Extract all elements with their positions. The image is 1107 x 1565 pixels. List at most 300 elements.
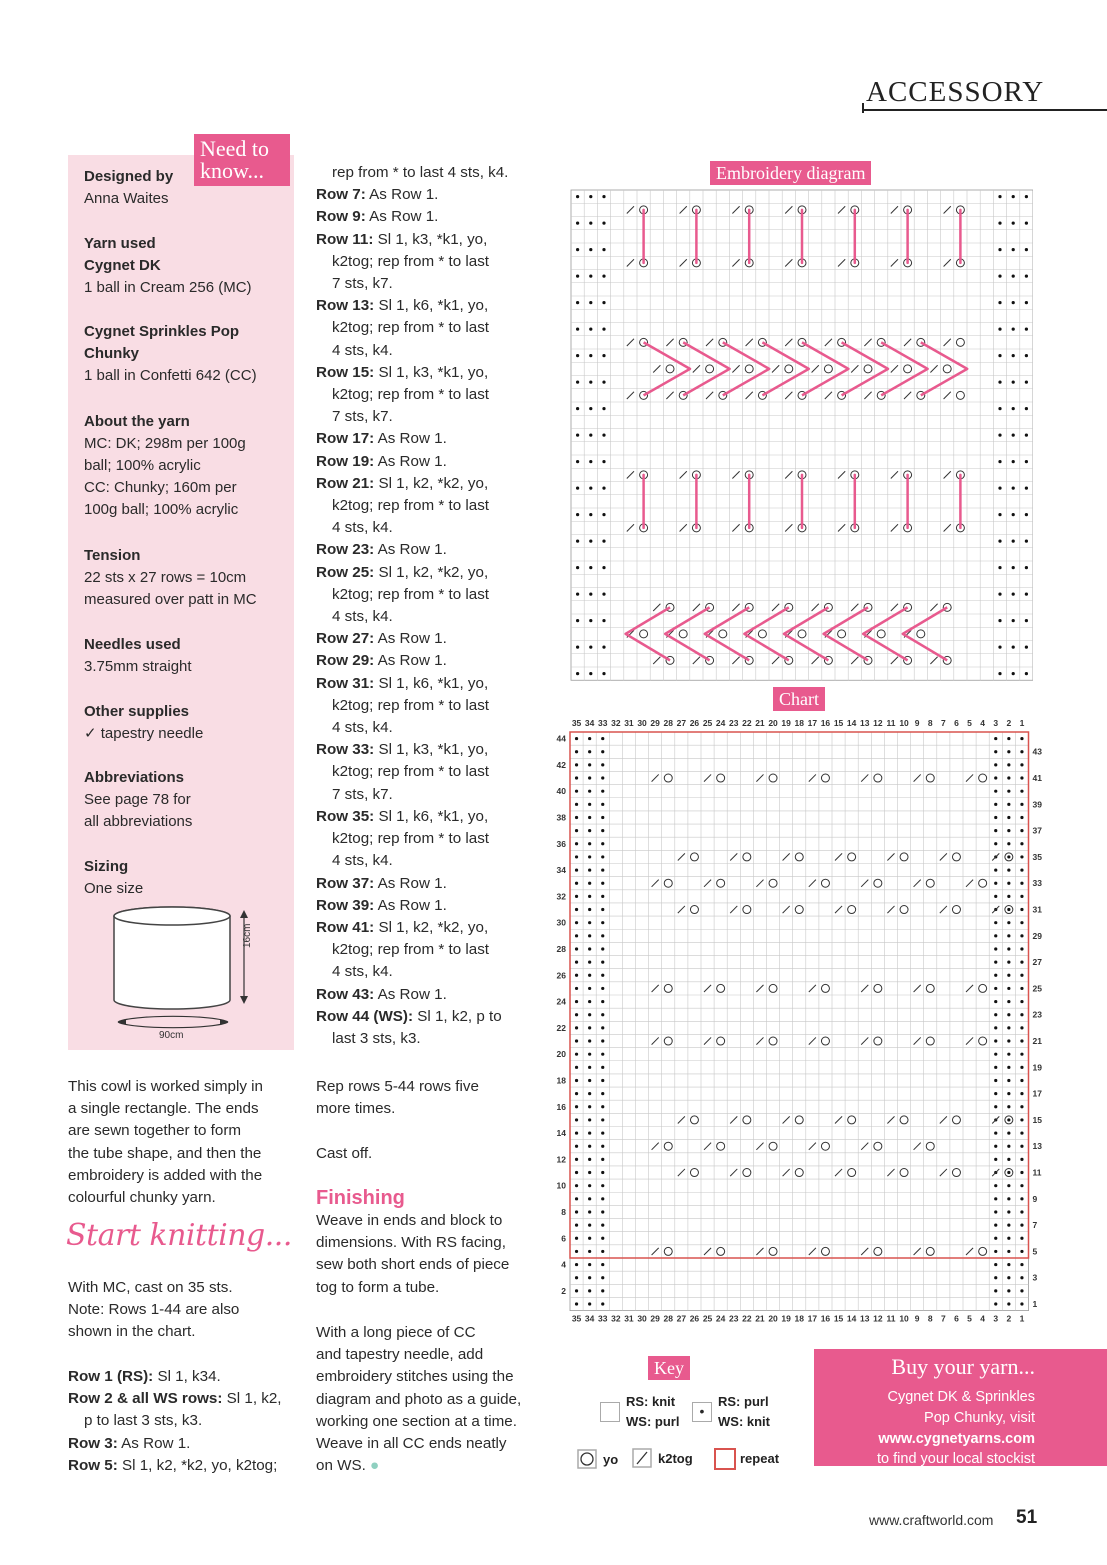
col-number: 22 bbox=[742, 1313, 752, 1324]
pattern-row bbox=[316, 650, 546, 672]
purl-dot bbox=[575, 1171, 578, 1174]
purl-dot bbox=[601, 1237, 604, 1240]
pattern-rows-col1 bbox=[68, 1366, 308, 1477]
intro-line: are sewn together to form bbox=[68, 1122, 242, 1140]
row-number: 21 bbox=[1032, 1036, 1042, 1047]
col-number: 27 bbox=[676, 718, 687, 728]
purl-dot bbox=[601, 855, 604, 858]
abbr-line: all abbreviations bbox=[84, 813, 193, 830]
row-label: Row 41: bbox=[316, 918, 375, 936]
row-number: 42 bbox=[556, 759, 566, 770]
purl-dot bbox=[1007, 1105, 1010, 1108]
purl-dot bbox=[602, 222, 605, 225]
purl-dot bbox=[998, 275, 1001, 278]
purl-dot bbox=[601, 987, 604, 990]
purl-dot bbox=[994, 895, 997, 898]
purl-dot bbox=[589, 434, 592, 437]
pattern-row bbox=[316, 317, 546, 339]
purl-dot bbox=[588, 1184, 591, 1187]
col-number: 19 bbox=[781, 1313, 791, 1324]
purl-dot bbox=[1020, 750, 1023, 753]
purl-dot bbox=[1020, 961, 1023, 964]
purl-dot bbox=[602, 275, 605, 278]
row-text: Sl 1, k6, *k1, yo, bbox=[374, 297, 489, 315]
purl-dot bbox=[601, 1013, 604, 1016]
row-text: As Row 1. bbox=[365, 208, 439, 226]
pattern-row bbox=[316, 784, 546, 806]
col-number: 31 bbox=[624, 718, 634, 728]
col-number: 12 bbox=[873, 718, 883, 728]
supplies-value: ✓ tapestry needle bbox=[84, 725, 204, 742]
purl-dot bbox=[588, 1000, 591, 1003]
row-text: k2tog; rep from * to last bbox=[332, 763, 490, 781]
purl-dot bbox=[1012, 248, 1015, 251]
col-number: 26 bbox=[689, 1313, 700, 1324]
rep-line: more times. bbox=[316, 1100, 396, 1118]
purl-dot bbox=[1012, 513, 1015, 516]
purl-dot bbox=[602, 487, 605, 490]
supplies-label: Other supplies bbox=[84, 703, 190, 720]
purl-dot bbox=[589, 646, 592, 649]
row-number: 8 bbox=[561, 1206, 566, 1217]
row-number: 5 bbox=[1032, 1246, 1038, 1257]
purl-dot bbox=[1007, 1210, 1010, 1213]
embroidery-line: diagram and photo as a guide, bbox=[316, 1390, 522, 1408]
purl-dot bbox=[575, 895, 578, 898]
abbr-label: Abbreviations bbox=[84, 769, 185, 786]
row-label: Row 5: bbox=[68, 1456, 118, 1474]
pattern-row bbox=[68, 1388, 308, 1410]
embroidery-line: embroidery stitches using the bbox=[316, 1368, 514, 1386]
row-text: k2tog; rep from * to last bbox=[332, 252, 490, 270]
about-yarn-block bbox=[84, 411, 284, 521]
embroidery-text bbox=[316, 1322, 546, 1477]
key-k2tog: k2tog bbox=[658, 1451, 693, 1466]
purl-dot bbox=[1020, 1131, 1023, 1134]
pattern-row bbox=[316, 850, 546, 872]
purl-dot bbox=[994, 1092, 997, 1095]
col-number: 23 bbox=[729, 1313, 739, 1324]
purl-dot bbox=[589, 381, 592, 384]
pattern-row bbox=[316, 251, 546, 273]
purl-dot bbox=[1012, 593, 1015, 596]
purl-dot bbox=[1007, 1289, 1010, 1292]
row-text: Sl 1, k2, *k2, yo, k2tog; bbox=[117, 1456, 278, 1474]
tension-line: measured over patt in MC bbox=[84, 591, 257, 608]
row-number: 15 bbox=[1032, 1114, 1042, 1125]
purl-dot bbox=[1012, 619, 1015, 622]
row-number: 28 bbox=[556, 943, 566, 954]
purl-dot bbox=[1012, 434, 1015, 437]
purl-dot bbox=[1007, 947, 1010, 950]
start-knitting-heading: Start knitting... bbox=[66, 1218, 292, 1253]
purl-dot bbox=[588, 737, 591, 740]
row-text: 4 sts, k4. bbox=[332, 852, 393, 870]
purl-dot bbox=[588, 776, 591, 779]
purl-dot bbox=[575, 1092, 578, 1095]
header-rule bbox=[862, 109, 1107, 111]
header-rule-tick bbox=[862, 103, 864, 113]
purl-dot bbox=[1012, 487, 1015, 490]
purl-dot bbox=[994, 1039, 997, 1042]
cowl-size-diagram bbox=[100, 900, 270, 1045]
purl-dot bbox=[1007, 895, 1010, 898]
section-title: ACCESSORY bbox=[866, 76, 1045, 108]
row-label: Row 9: bbox=[316, 208, 366, 226]
repeat-symbol bbox=[714, 1448, 736, 1470]
col-number: 23 bbox=[729, 718, 739, 728]
col-number: 24 bbox=[715, 718, 726, 728]
col-number: 8 bbox=[927, 718, 933, 728]
row-number: 18 bbox=[556, 1075, 566, 1086]
key-ws-knit: WS: knit bbox=[718, 1414, 770, 1429]
purl-dot bbox=[1012, 381, 1015, 384]
pattern-row bbox=[68, 1366, 308, 1388]
purl-dot bbox=[1025, 672, 1028, 675]
purl-dot bbox=[602, 248, 605, 251]
row-number: 17 bbox=[1032, 1088, 1042, 1099]
col-number: 6 bbox=[954, 1313, 959, 1324]
key-rs-purl: RS: purl bbox=[718, 1394, 769, 1409]
row-label: Row 2 & all WS rows: bbox=[68, 1390, 223, 1408]
embroidery-line: on WS. bbox=[316, 1457, 366, 1475]
finishing-line: dimensions. With RS facing, bbox=[316, 1234, 506, 1252]
purl-dot bbox=[601, 1131, 604, 1134]
row-number: 2 bbox=[561, 1285, 566, 1296]
purl-dot bbox=[1007, 776, 1010, 779]
col-number: 7 bbox=[940, 718, 946, 728]
purl-dot bbox=[1025, 566, 1028, 569]
col-number: 10 bbox=[899, 1313, 909, 1324]
footer-url: www.craftworld.com bbox=[869, 1512, 994, 1528]
purl-dot bbox=[1020, 908, 1023, 911]
purl-dot bbox=[1020, 921, 1023, 924]
purl-dot bbox=[601, 1289, 604, 1292]
purl-dot bbox=[994, 1289, 997, 1292]
purl-dot bbox=[588, 1263, 591, 1266]
cast-line: Note: Rows 1-44 are also bbox=[68, 1301, 240, 1319]
row-text: As Row 1. bbox=[374, 630, 447, 648]
row-text: p to last 3 sts, k3. bbox=[84, 1412, 203, 1430]
col-number: 20 bbox=[768, 1313, 778, 1324]
knitting-chart bbox=[548, 710, 1048, 1328]
purl-dot bbox=[1007, 868, 1010, 871]
col-number: 35 bbox=[571, 1313, 582, 1324]
purl-dot bbox=[1007, 855, 1010, 858]
purl-dot bbox=[588, 1013, 591, 1016]
purl-dot bbox=[1025, 301, 1028, 304]
purl-dot bbox=[601, 868, 604, 871]
purl-dot bbox=[588, 1276, 591, 1279]
row-label: Row 33: bbox=[316, 741, 375, 759]
col-number: 7 bbox=[940, 1313, 946, 1324]
col-number: 14 bbox=[846, 1313, 857, 1324]
purl-dot bbox=[1020, 882, 1023, 885]
pattern-row bbox=[316, 895, 546, 917]
col-number: 31 bbox=[624, 1313, 634, 1324]
purl-dot bbox=[1020, 974, 1023, 977]
row-text: rep from * to last 4 sts, k4. bbox=[332, 164, 509, 181]
pattern-row bbox=[316, 206, 546, 228]
col-number: 33 bbox=[598, 718, 608, 728]
row-text: 4 sts, k4. bbox=[332, 341, 393, 359]
purl-dot bbox=[602, 354, 605, 357]
purl-dot bbox=[1012, 540, 1015, 543]
row-text: 4 sts, k4. bbox=[332, 519, 393, 537]
purl-dot bbox=[1020, 829, 1023, 832]
chart-title: Chart bbox=[773, 687, 825, 711]
row-text: 7 sts, k7. bbox=[332, 275, 393, 293]
purl-dot bbox=[576, 328, 579, 331]
purl-dot bbox=[998, 513, 1001, 516]
purl-dot bbox=[1012, 672, 1015, 675]
purl-dot bbox=[602, 301, 605, 304]
col-number: 11 bbox=[886, 718, 896, 728]
about-line: CC: Chunky; 160m per bbox=[84, 479, 237, 496]
purl-dot bbox=[588, 1053, 591, 1056]
purl-dot bbox=[575, 1289, 578, 1292]
purl-dot bbox=[575, 842, 578, 845]
purl-dot bbox=[588, 1079, 591, 1082]
purl-dot bbox=[575, 1079, 578, 1082]
purl-dot bbox=[575, 1276, 578, 1279]
designed-label: Designed by bbox=[84, 168, 174, 185]
purl-dot bbox=[1025, 540, 1028, 543]
row-text: As Row 1. bbox=[374, 452, 447, 470]
row-number: 26 bbox=[556, 970, 566, 981]
buy-url-link[interactable]: www.cygnetyarns.com bbox=[878, 1431, 1035, 1447]
purl-dot bbox=[1007, 842, 1010, 845]
purl-dot bbox=[1007, 790, 1010, 793]
purl-dot bbox=[601, 750, 604, 753]
col-number: 27 bbox=[676, 1313, 687, 1324]
purl-dot bbox=[588, 763, 591, 766]
col-number: 16 bbox=[820, 1313, 831, 1324]
row-text: 4 sts, k4. bbox=[332, 608, 393, 626]
row-text: k2tog; rep from * to last bbox=[332, 319, 490, 337]
row-text: Sl 1, k3, *k1, yo, bbox=[374, 741, 489, 759]
dimension-width: 90cm bbox=[159, 1030, 184, 1041]
sizing-block bbox=[84, 856, 284, 900]
purl-dot bbox=[1012, 646, 1015, 649]
repeat-text bbox=[316, 1076, 546, 1120]
row-text: As Row 1. bbox=[374, 541, 447, 559]
purl-dot bbox=[601, 974, 604, 977]
purl-dot bbox=[588, 1237, 591, 1240]
purl-dot bbox=[1007, 1237, 1010, 1240]
intro-line: a single rectangle. The ends bbox=[68, 1100, 259, 1118]
purl-dot bbox=[575, 1158, 578, 1161]
row-number: 43 bbox=[1032, 746, 1042, 757]
purl-dot bbox=[994, 947, 997, 950]
col-number: 33 bbox=[598, 1313, 608, 1324]
pattern-row bbox=[316, 362, 546, 384]
purl-dot bbox=[601, 908, 604, 911]
purl-dot bbox=[589, 301, 592, 304]
pattern-row bbox=[316, 717, 546, 739]
row-label: Row 23: bbox=[316, 541, 375, 559]
row-label: Row 17: bbox=[316, 430, 375, 448]
row-number: 14 bbox=[556, 1128, 566, 1139]
purl-dot bbox=[998, 646, 1001, 649]
yarn2-name-2: Chunky bbox=[84, 345, 140, 362]
row-text: Sl 1, k2, *k2, yo, bbox=[374, 918, 489, 936]
purl-dot bbox=[602, 328, 605, 331]
embroidery-line: working one section at a time. bbox=[316, 1412, 517, 1430]
purl-dot bbox=[1020, 1302, 1023, 1305]
row-text: 7 sts, k7. bbox=[332, 785, 393, 803]
row-text: Sl 1, k6, *k1, yo, bbox=[374, 807, 489, 825]
key-ws-purl: WS: purl bbox=[626, 1414, 680, 1429]
purl-dot bbox=[1007, 1263, 1010, 1266]
purl-dot bbox=[601, 1026, 604, 1029]
purl-dot bbox=[589, 487, 592, 490]
purl-dot bbox=[1025, 248, 1028, 251]
purl-dot bbox=[575, 961, 578, 964]
purl-dot bbox=[601, 1145, 604, 1148]
purl-dot bbox=[994, 882, 997, 885]
purl-dot bbox=[1020, 1105, 1023, 1108]
purl-dot bbox=[1025, 593, 1028, 596]
purl-dot bbox=[576, 222, 579, 225]
purl-dot bbox=[589, 222, 592, 225]
purl-dot bbox=[994, 1197, 997, 1200]
purl-dot bbox=[576, 646, 579, 649]
purl-dot bbox=[1025, 513, 1028, 516]
row-text: As Row 1. bbox=[374, 652, 447, 670]
embroidery-diagram bbox=[569, 188, 1033, 682]
row-number: 32 bbox=[556, 891, 566, 902]
purl-dot bbox=[602, 593, 605, 596]
purl-dot bbox=[575, 1013, 578, 1016]
purl-dot bbox=[588, 921, 591, 924]
purl-dot bbox=[575, 1066, 578, 1069]
purl-dot bbox=[588, 1224, 591, 1227]
purl-dot bbox=[589, 407, 592, 410]
col-number: 3 bbox=[993, 718, 999, 728]
purl-dot bbox=[601, 1066, 604, 1069]
purl-dot bbox=[1007, 1250, 1010, 1253]
purl-dot bbox=[1012, 460, 1015, 463]
purl-dot bbox=[588, 855, 591, 858]
col-number: 30 bbox=[637, 718, 647, 728]
row-text: As Row 1. bbox=[374, 874, 447, 892]
purl-dot bbox=[575, 776, 578, 779]
purl-dot bbox=[601, 1079, 604, 1082]
col-number: 4 bbox=[980, 718, 986, 728]
purl-dot bbox=[602, 566, 605, 569]
purl-dot bbox=[575, 882, 578, 885]
purl-dot bbox=[1020, 816, 1023, 819]
tension-block bbox=[84, 545, 284, 611]
cast-off-text: Cast off. bbox=[316, 1145, 373, 1162]
col-number: 13 bbox=[860, 718, 870, 728]
purl-dot bbox=[588, 1289, 591, 1292]
row-number: 1 bbox=[1032, 1299, 1038, 1310]
purl-dot bbox=[1020, 1118, 1023, 1121]
purl-dot bbox=[994, 1066, 997, 1069]
purl-dot bbox=[994, 934, 997, 937]
pattern-row bbox=[316, 184, 546, 206]
purl-dot bbox=[601, 1171, 604, 1174]
purl-dot bbox=[576, 487, 579, 490]
purl-dot bbox=[576, 248, 579, 251]
purl-dot bbox=[998, 460, 1001, 463]
k2tog-icon bbox=[632, 1448, 652, 1468]
purl-dot bbox=[588, 1066, 591, 1069]
purl-dot bbox=[1020, 1197, 1023, 1200]
col-number: 18 bbox=[794, 718, 804, 728]
purl-dot bbox=[575, 750, 578, 753]
cast-on-text bbox=[68, 1277, 298, 1344]
purl-dot bbox=[994, 803, 997, 806]
pattern-row bbox=[316, 761, 546, 783]
purl-dot bbox=[994, 829, 997, 832]
purl-dot bbox=[602, 672, 605, 675]
embroidery-diagram-title: Embroidery diagram bbox=[710, 161, 871, 185]
purl-dot bbox=[1020, 790, 1023, 793]
row-number: 11 bbox=[1032, 1167, 1042, 1178]
col-number: 1 bbox=[1019, 1313, 1025, 1324]
purl-dot bbox=[588, 750, 591, 753]
purl-dot bbox=[588, 947, 591, 950]
purl-dot bbox=[1007, 1118, 1010, 1121]
purl-dot bbox=[1020, 1158, 1023, 1161]
purl-dot bbox=[601, 1184, 604, 1187]
purl-dot bbox=[601, 1197, 604, 1200]
purl-dot bbox=[1007, 1184, 1010, 1187]
purl-dot bbox=[602, 513, 605, 516]
purl-dot bbox=[994, 1276, 997, 1279]
knit-symbol bbox=[600, 1402, 620, 1422]
col-number: 10 bbox=[899, 718, 909, 728]
pattern-row bbox=[316, 873, 546, 895]
purl-dot bbox=[1007, 1302, 1010, 1305]
purl-dot bbox=[998, 593, 1001, 596]
purl-dot bbox=[601, 1263, 604, 1266]
pattern-row bbox=[316, 229, 546, 251]
row-text: k2tog; rep from * to last bbox=[332, 941, 490, 959]
row-text: 4 sts, k4. bbox=[332, 719, 393, 737]
row-number: 24 bbox=[556, 996, 566, 1007]
purl-dot bbox=[1007, 750, 1010, 753]
needles-value: 3.75mm straight bbox=[84, 658, 192, 675]
row-number: 40 bbox=[556, 786, 566, 797]
purl-dot bbox=[994, 790, 997, 793]
purl-dot bbox=[576, 434, 579, 437]
row-number: 3 bbox=[1032, 1272, 1038, 1283]
purl-dot bbox=[601, 842, 604, 845]
pattern-row bbox=[316, 606, 546, 628]
purl-dot bbox=[1007, 961, 1010, 964]
purl-dot bbox=[601, 1053, 604, 1056]
row-number: 13 bbox=[1032, 1141, 1042, 1152]
row-text: 7 sts, k7. bbox=[332, 408, 393, 426]
purl-dot bbox=[994, 1000, 997, 1003]
col-number: 25 bbox=[702, 718, 713, 728]
row-text: As Row 1. bbox=[374, 985, 447, 1003]
row-number: 9 bbox=[1032, 1193, 1038, 1204]
purl-dot bbox=[602, 540, 605, 543]
purl-dot bbox=[576, 354, 579, 357]
purl-dot bbox=[575, 1224, 578, 1227]
purl-dot bbox=[588, 1250, 591, 1253]
purl-dot bbox=[998, 195, 1001, 198]
purl-dot bbox=[998, 619, 1001, 622]
row-number: 31 bbox=[1032, 904, 1042, 915]
col-number: 21 bbox=[755, 718, 765, 728]
purl-dot bbox=[1012, 566, 1015, 569]
